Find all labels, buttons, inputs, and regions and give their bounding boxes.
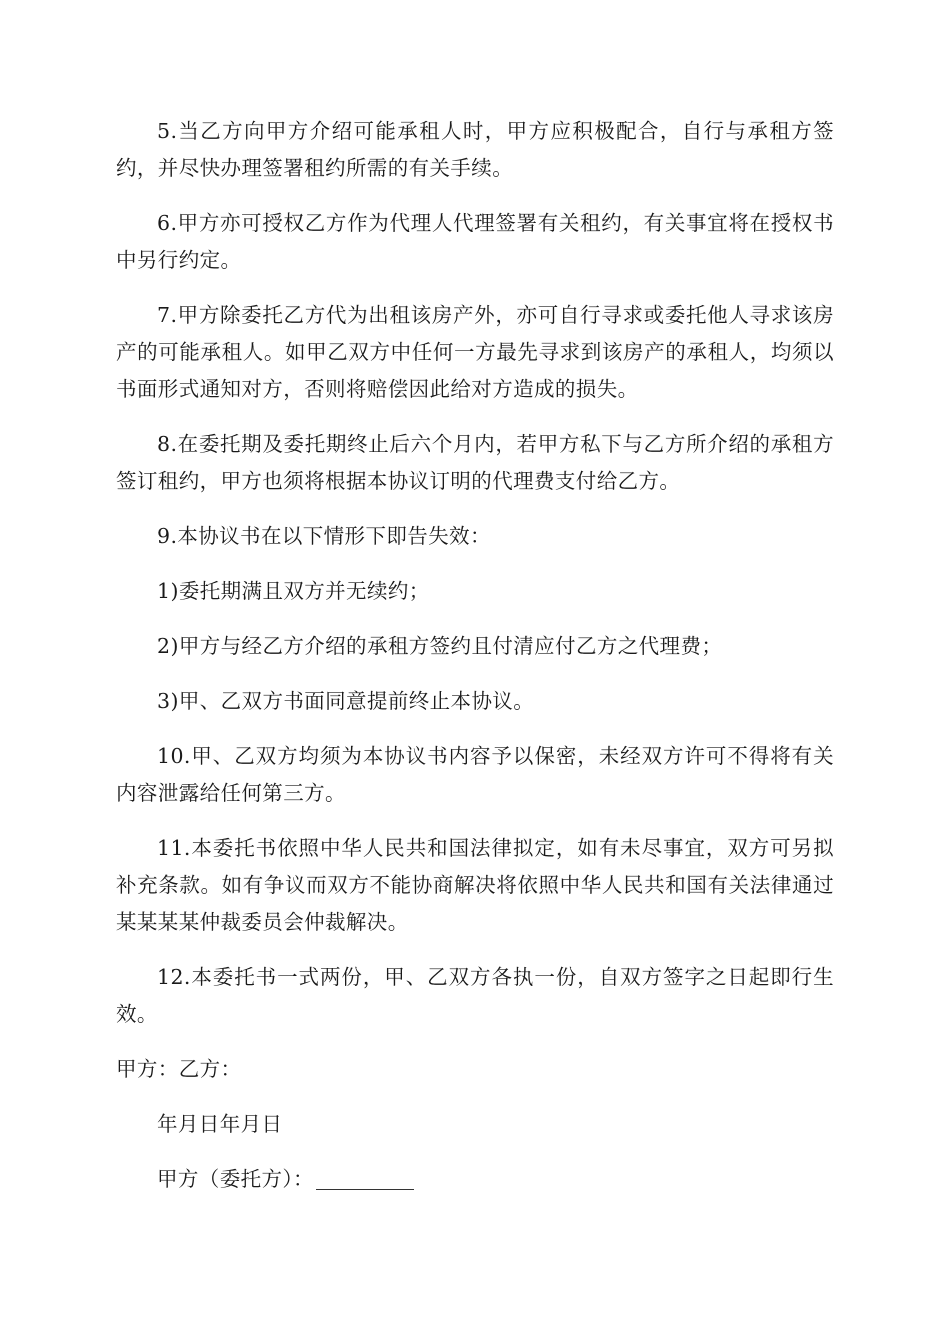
clause-12: 12.本委托书一式两份，甲、乙双方各执一份，自双方签字之日起即行生效。 xyxy=(116,965,834,1026)
clause-5: 5.当乙方向甲方介绍可能承租人时，甲方应积极配合，自行与承租方签约，并尽快办理签署租约所需的有关手续。 xyxy=(116,119,834,180)
parties-line: 甲方：乙方： xyxy=(116,1057,242,1081)
clause-9-item-3: 3)甲、乙双方书面同意提前终止本协议。 xyxy=(157,689,535,713)
document-body xyxy=(116,113,834,1216)
clause-7: 7.甲方除委托乙方代为出租该房产外，亦可自行寻求或委托他人寻求该房产的可能承租人。如甲乙双方中任何一方最先寻求到该房产的承租人，均须以书面形式通知对方，否则将赔偿因此给对方造成的损失。 xyxy=(116,303,834,401)
party-a-label: 甲方（委托方）： xyxy=(157,1167,314,1191)
party-a-signature-row xyxy=(116,1161,834,1198)
signature-blank xyxy=(316,1167,414,1190)
clause-8: 8.在委托期及委托期终止后六个月内，若甲方私下与乙方所介绍的承租方签订租约，甲方也须将根据本协议订明的代理费支付给乙方。 xyxy=(116,432,834,493)
date-line: 年月日年月日 xyxy=(157,1112,283,1136)
clause-9-item-1: 1)委托期满且双方并无续约； xyxy=(157,579,430,603)
clause-9-item-2: 2)甲方与经乙方介绍的承租方签约且付清应付乙方之代理费； xyxy=(157,634,723,658)
clause-10: 10.甲、乙双方均须为本协议书内容予以保密，未经双方许可不得将有关内容泄露给任何第三方。 xyxy=(116,744,834,805)
clause-11: 11.本委托书依照中华人民共和国法律拟定，如有未尽事宜，双方可另拟补充条款。如有争议而双方不能协商解决将依照中华人民共和国有关法律通过某某某某仲裁委员会仲裁解决。 xyxy=(116,836,834,934)
clause-6: 6.甲方亦可授权乙方作为代理人代理签署有关租约，有关事宜将在授权书中另行约定。 xyxy=(116,211,834,272)
clause-9: 9.本协议书在以下情形下即告失效： xyxy=(157,524,491,548)
